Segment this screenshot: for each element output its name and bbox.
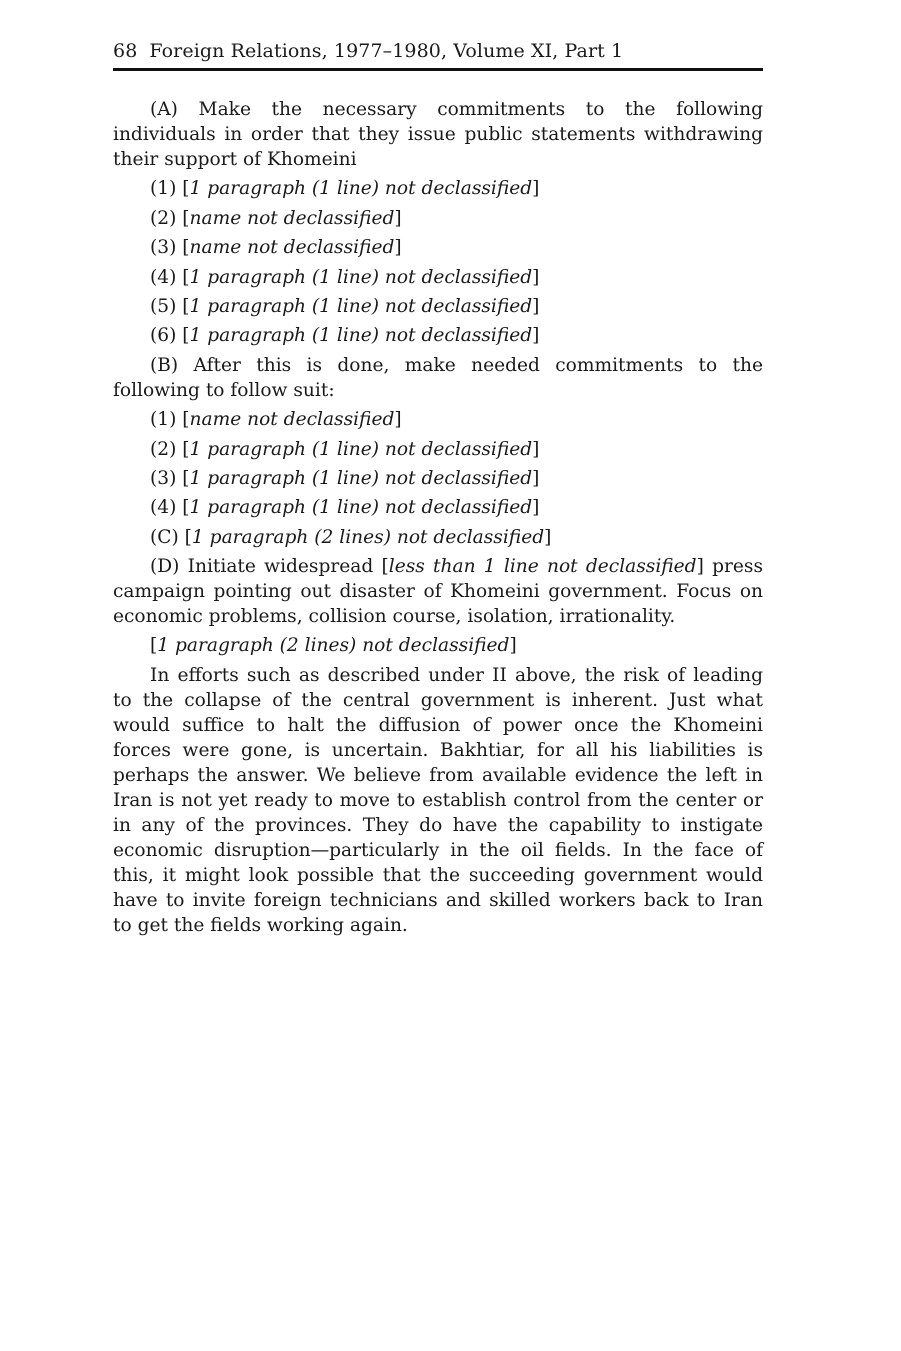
- redaction-note: 1 paragraph (1 line) not declassified: [189, 497, 533, 519]
- header-rule: [113, 68, 763, 71]
- redaction-note: 1 paragraph (2 lines) not declassified: [157, 635, 510, 657]
- running-head: [113, 38, 763, 66]
- redaction-note: 1 paragraph (1 line) not declassified: [189, 325, 533, 347]
- section-d: (D) Initiate widespread [less than 1 line not declassified] press campaign pointing out disaster of Khomeini government. Focus on economic problems, collision course, isolation, irrationality.: [113, 556, 763, 628]
- section-b-item: (1) [name not declassified]: [150, 409, 402, 431]
- document-page: [113, 38, 763, 938]
- section-a-item: (6) [1 paragraph (1 line) not declassified]: [150, 325, 540, 347]
- redaction-note: 1 paragraph (1 line) not declassified: [189, 266, 533, 288]
- section-a-item: (4) [1 paragraph (1 line) not declassified]: [150, 266, 540, 288]
- redaction-note: 1 paragraph (1 line) not declassified: [189, 178, 533, 200]
- running-title: Foreign Relations, 1977–1980, Volume XI, Part 1: [149, 40, 624, 62]
- section-a-item: (3) [name not declassified]: [150, 237, 402, 259]
- section-b-intro: (B) After this is done, make needed commitments to the following to follow suit:: [113, 354, 763, 401]
- redaction-note: name not declassified: [189, 207, 395, 229]
- section-b-item: (4) [1 paragraph (1 line) not declassified]: [150, 497, 540, 519]
- section-a-item: (1) [1 paragraph (1 line) not declassified]: [150, 178, 540, 200]
- page-number: 68: [113, 40, 138, 62]
- section-b-item: (2) [1 paragraph (1 line) not declassified]: [150, 438, 540, 460]
- redaction-note: name not declassified: [189, 409, 395, 431]
- redaction-note: 1 paragraph (1 line) not declassified: [189, 295, 533, 317]
- redaction-note: 1 paragraph (1 line) not declassified: [189, 467, 533, 489]
- section-a-intro: (A) Make the necessary commitments to the following individuals in order that they issue public statements withdrawing their support of Khomeini: [113, 99, 763, 170]
- redaction-note: less than 1 line not declassified: [388, 556, 697, 578]
- section-a-item: (2) [name not declassified]: [150, 207, 402, 229]
- standalone-redaction: [1 paragraph (2 lines) not declassified]: [150, 635, 517, 657]
- section-b-item: (3) [1 paragraph (1 line) not declassified]: [150, 467, 540, 489]
- section-c: (C) [1 paragraph (2 lines) not declassified]: [150, 526, 552, 548]
- document-body: [113, 97, 763, 938]
- redaction-note: 1 paragraph (2 lines) not declassified: [191, 526, 545, 548]
- closing-paragraph: In efforts such as described under II above, the risk of leading to the collapse of the central government is inherent. Just what would suffice to halt the diffusion of power once the Khomeini forces were gone, is uncertain. Bakhtiar, for all his liabilities is perhaps the answer. We believe from available evidence the left in Iran is not yet ready to move to establish control from the center or in any of the provinces. They do have the capability to instigate economic disruption—particularly in the oil fields. In the face of this, it might look possible that the succeeding government would have to invite foreign technicians and skilled workers back to Iran to get the fields working again.: [113, 664, 763, 936]
- redaction-note: name not declassified: [189, 237, 395, 259]
- redaction-note: 1 paragraph (1 line) not declassified: [189, 438, 533, 460]
- section-a-item: (5) [1 paragraph (1 line) not declassified]: [150, 295, 540, 317]
